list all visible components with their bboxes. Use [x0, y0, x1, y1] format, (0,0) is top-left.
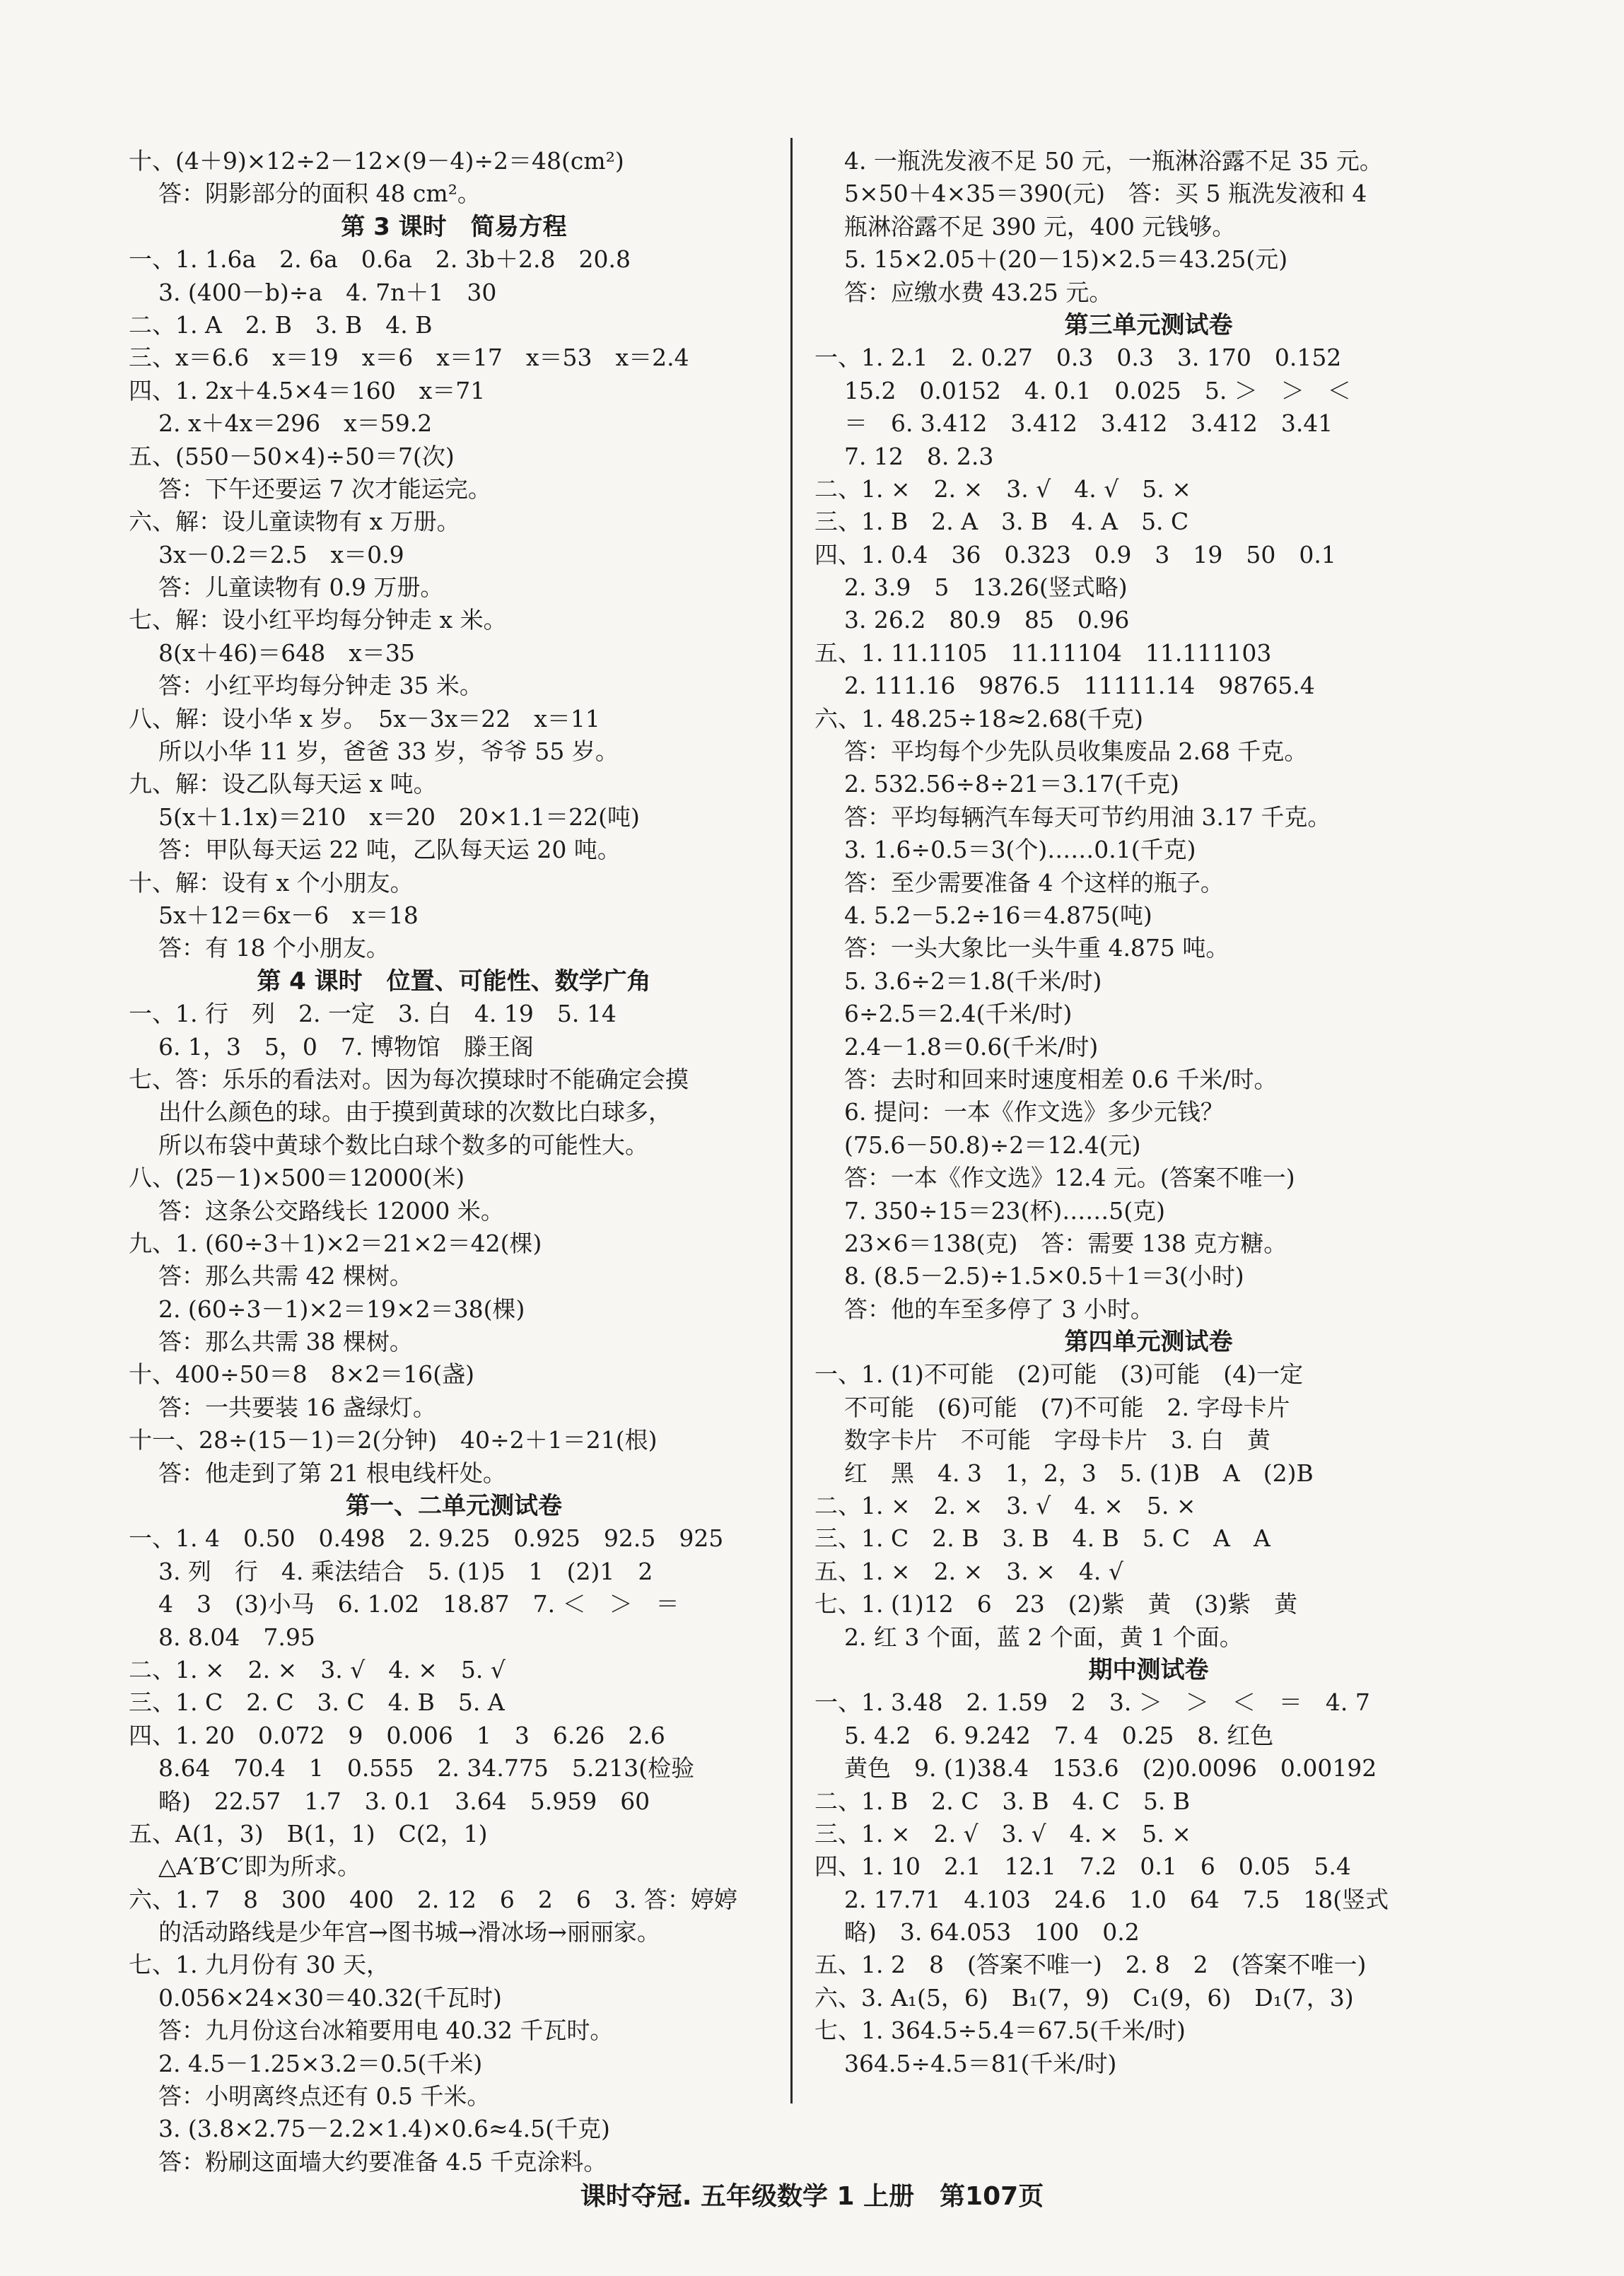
answer-line: 4. 5.2－5.2÷16＝4.875(吨) [814, 901, 1152, 929]
answer-line: 6. 1，3 5，0 7. 博物馆 滕王阁 [129, 1032, 534, 1061]
answer-line: 八、(25－1)×500＝12000(米) [129, 1164, 465, 1192]
answer-line: 7. 350÷15＝23(杯)……5(克) [814, 1196, 1166, 1225]
answer-line: 五、1. 11.1105 11.11104 11.111103 [814, 638, 1272, 667]
answer-line: 一、1. 行 列 2. 一定 3. 白 4. 19 5. 14 [129, 1000, 617, 1028]
answer-line: 5×50＋4×35＝390(元) 答：买 5 瓶洗发液和 4 [814, 180, 1367, 208]
answer-line: 六、1. 7 8 300 400 2. 12 6 2 6 3. 答：婷婷 [129, 1885, 737, 1913]
answer-line: 3. 26.2 80.9 85 0.96 [814, 606, 1130, 634]
answer-line: 五、A(1，3) B(1，1) C(2，1) [129, 1819, 488, 1848]
answer-line: 4. 一瓶洗发液不足 50 元，一瓶淋浴露不足 35 元。 [814, 147, 1383, 175]
section-heading: 第三单元测试卷 [1064, 310, 1233, 339]
answer-line: 答：那么共需 38 棵树。 [129, 1328, 413, 1356]
answer-line: 十、400÷50＝8 8×2＝16(盏) [129, 1360, 475, 1389]
answer-line: 二、1. × 2. × 3. √ 4. √ 5. × [814, 474, 1191, 503]
answer-line: 所以布袋中黄球个数比白球个数多的可能性大。 [129, 1131, 648, 1159]
answer-line: 四、1. 20 0.072 9 0.006 1 3 6.26 2.6 [129, 1721, 665, 1749]
answer-line: 一、1. 1.6a 2. 6a 0.6a 2. 3b＋2.8 20.8 [129, 245, 631, 274]
answer-line: 三、1. B 2. A 3. B 4. A 5. C [814, 508, 1189, 536]
answer-line: 二、1. × 2. × 3. √ 4. × 5. √ [129, 1655, 506, 1683]
answer-line: 红 黑 4. 3 1，2，3 5. (1)B A (2)B [814, 1459, 1314, 1487]
answer-line: 3. (400－b)÷a 4. 7n＋1 30 [129, 278, 497, 306]
answer-line: 数字卡片 不可能 字母卡片 3. 白 黄 [814, 1426, 1270, 1454]
answer-line: 0.056×24×30＝40.32(千瓦时) [129, 1983, 502, 2012]
right-column [814, 145, 1483, 2080]
answer-line: 的活动路线是少年宫→图书城→滑冰场→丽丽家。 [129, 1918, 660, 1947]
answer-line: 答：平均每辆汽车每天可节约用油 3.17 千克。 [814, 803, 1331, 831]
answer-line: 答：有 18 个小朋友。 [129, 934, 390, 962]
answer-line: 四、1. 0.4 36 0.323 0.9 3 19 50 0.1 [814, 540, 1336, 568]
answer-line: 六、1. 48.25÷18≈2.68(千克) [814, 704, 1143, 733]
answer-line: 略) 22.57 1.7 3. 0.1 3.64 5.959 60 [129, 1787, 650, 1815]
answer-line: 七、解：设小红平均每分钟走 x 米。 [129, 606, 507, 634]
answer-line: 答：小明离终点还有 0.5 千米。 [129, 2082, 491, 2111]
answer-line: 十、(4＋9)×12÷2－12×(9－4)÷2＝48(cm²) [129, 147, 624, 175]
answer-line: 答：他走到了第 21 根电线杆处。 [129, 1459, 506, 1487]
answer-line: 答：粉刷这面墙大约要准备 4.5 千克涂料。 [129, 2147, 607, 2176]
answer-line: 8.64 70.4 1 0.555 2. 34.775 5.213(检验 [129, 1754, 695, 1782]
section-heading: 第一、二单元测试卷 [346, 1492, 562, 1521]
answer-line: 答：下午还要运 7 次才能运完。 [129, 474, 491, 503]
section-heading: 第四单元测试卷 [1064, 1328, 1233, 1357]
answer-line: 2. 111.16 9876.5 11111.14 98765.4 [814, 672, 1315, 700]
answer-line: ＝ 6. 3.412 3.412 3.412 3.412 3.41 [814, 409, 1333, 438]
answer-line: 六、3. A₁(5，6) B₁(7，9) C₁(9，6) D₁(7，3) [814, 1983, 1354, 2012]
answer-line: 四、1. 10 2.1 12.1 7.2 0.1 6 0.05 5.4 [814, 1852, 1351, 1881]
answer-line: 十、解：设有 x 个小朋友。 [129, 868, 414, 897]
answer-line: 364.5÷4.5＝81(千米/时) [814, 2049, 1117, 2077]
answer-line: (75.6－50.8)÷2＝12.4(元) [814, 1131, 1141, 1159]
answer-line: 答：去时和回来时速度相差 0.6 千米/时。 [814, 1065, 1278, 1093]
answer-line: 略) 3. 64.053 100 0.2 [814, 1918, 1140, 1947]
answer-line: 三、x＝6.6 x＝19 x＝6 x＝17 x＝53 x＝2.4 [129, 344, 689, 372]
answer-line: 3x－0.2＝2.5 x＝0.9 [129, 540, 404, 568]
answer-line: 5(x＋1.1x)＝210 x＝20 20×1.1＝22(吨) [129, 803, 640, 831]
answer-line: 3. 1.6÷0.5＝3(个)……0.1(千克) [814, 836, 1196, 864]
answer-line: 2. 4.5－1.25×3.2＝0.5(千米) [129, 2049, 483, 2077]
answer-line: 五、(550－50×4)÷50＝7(次) [129, 442, 455, 470]
answer-line: 三、1. C 2. C 3. C 4. B 5. A [129, 1688, 505, 1717]
answer-line: 五、1. × 2. × 3. × 4. √ [814, 1557, 1123, 1585]
answer-line: 4 3 (3)小马 6. 1.02 18.87 7. ＜ ＞ ＝ [129, 1590, 679, 1618]
answer-line: 5. 3.6÷2＝1.8(千米/时) [814, 967, 1102, 995]
answer-line: 一、1. 3.48 2. 1.59 2 3. ＞ ＞ ＜ ＝ 4. 7 [814, 1688, 1370, 1717]
answer-line: 答：那么共需 42 棵树。 [129, 1262, 413, 1290]
answer-line: 瓶淋浴露不足 390 元，400 元钱够。 [814, 212, 1236, 240]
answer-line: 四、1. 2x＋4.5×4＝160 x＝71 [129, 376, 486, 404]
answer-line: 七、1. 364.5÷5.4＝67.5(千米/时) [814, 2017, 1186, 2045]
answer-line: 黄色 9. (1)38.4 153.6 (2)0.0096 0.00192 [814, 1754, 1377, 1782]
answer-line: 2. 3.9 5 13.26(竖式略) [814, 573, 1128, 602]
answer-line: 九、解：设乙队每天运 x 吨。 [129, 770, 437, 798]
answer-line: 九、1. (60÷3＋1)×2＝21×2＝42(棵) [129, 1229, 542, 1257]
answer-line: 8. (8.5－2.5)÷1.5×0.5＋1＝3(小时) [814, 1262, 1244, 1290]
answer-line: 七、1. 九月份有 30 天， [129, 1951, 390, 1979]
answer-line: 出什么颜色的球。由于摸到黄球的次数比白球多， [129, 1098, 672, 1126]
answer-line: 答：一共要装 16 盏绿灯。 [129, 1393, 436, 1421]
answer-line: 不可能 (6)可能 (7)不可能 2. 字母卡片 [814, 1393, 1290, 1421]
answer-line: 2. 红 3 个面，蓝 2 个面，黄 1 个面。 [814, 1623, 1243, 1651]
answer-line: 八、解：设小华 x 岁。 5x－3x＝22 x＝11 [129, 704, 600, 733]
answer-line: 答：小红平均每分钟走 35 米。 [129, 672, 483, 700]
answer-line: 答：应缴水费 43.25 元。 [814, 278, 1113, 306]
answer-line: 七、1. (1)12 6 23 (2)紫 黄 (3)紫 黄 [814, 1590, 1298, 1618]
answer-line: 二、1. B 2. C 3. B 4. C 5. B [814, 1787, 1191, 1815]
answer-line: 2. 17.71 4.103 24.6 1.0 64 7.5 18(竖式 [814, 1885, 1389, 1913]
answer-line: 答：一本《作文选》12.4 元。(答案不唯一) [814, 1164, 1295, 1192]
answer-line: 5. 4.2 6. 9.242 7. 4 0.25 8. 红色 [814, 1721, 1274, 1749]
answer-line: 2. (60÷3－1)×2＝19×2＝38(棵) [129, 1295, 525, 1323]
answer-line: 2.4－1.8＝0.6(千米/时) [814, 1032, 1099, 1061]
column-divider [790, 138, 793, 2103]
answer-line: 答：一头大象比一头牛重 4.875 吨。 [814, 934, 1229, 962]
section-heading: 第 4 课时 位置、可能性、数学广角 [257, 967, 651, 996]
left-column [129, 145, 779, 2178]
answer-line: 答：他的车至多停了 3 小时。 [814, 1295, 1154, 1323]
answer-line: 答：甲队每天运 22 吨，乙队每天运 20 吨。 [129, 836, 621, 864]
answer-line: 3. 列 行 4. 乘法结合 5. (1)5 1 (2)1 2 [129, 1557, 653, 1585]
answer-line: 5. 15×2.05＋(20－15)×2.5＝43.25(元) [814, 245, 1288, 274]
answer-line: 一、1. 4 0.50 0.498 2. 9.25 0.925 92.5 925 [129, 1524, 724, 1553]
answer-line: 7. 12 8. 2.3 [814, 442, 994, 470]
answer-line: 三、1. × 2. √ 3. √ 4. × 5. × [814, 1819, 1191, 1848]
answer-line: 答：九月份这台冰箱要用电 40.32 千瓦时。 [129, 2017, 614, 2045]
answer-line: 三、1. C 2. B 3. B 4. B 5. C A A [814, 1524, 1270, 1553]
answer-line: 答：儿童读物有 0.9 万册。 [129, 573, 444, 602]
answer-line: 2. x＋4x＝296 x＝59.2 [129, 409, 433, 438]
answer-line: 所以小华 11 岁，爸爸 33 岁，爷爷 55 岁。 [129, 737, 619, 766]
answer-line: 答：这条公交路线长 12000 米。 [129, 1196, 504, 1225]
page-footer: 课时夺冠. 五年级数学 1 上册 第107页 [580, 2182, 1044, 2211]
answer-line: 十一、28÷(15－1)＝2(分钟) 40÷2＋1＝21(根) [129, 1426, 658, 1454]
answer-line: 5x＋12＝6x－6 x＝18 [129, 901, 419, 929]
answer-line: 8(x＋46)＝648 x＝35 [129, 638, 415, 667]
section-heading: 期中测试卷 [1088, 1655, 1209, 1684]
answer-line: 五、1. 2 8 (答案不唯一) 2. 8 2 (答案不唯一) [814, 1951, 1367, 1979]
section-heading: 第 3 课时 简易方程 [341, 212, 567, 241]
answer-line: 一、1. (1)不可能 (2)可能 (3)可能 (4)一定 [814, 1360, 1303, 1389]
answer-line: △A′B′C′即为所求。 [129, 1852, 361, 1881]
answer-line: 8. 8.04 7.95 [129, 1623, 315, 1651]
answer-line: 二、1. × 2. × 3. √ 4. × 5. × [814, 1492, 1196, 1520]
answer-line: 二、1. A 2. B 3. B 4. B [129, 310, 433, 339]
answer-line: 6÷2.5＝2.4(千米/时) [814, 1000, 1073, 1028]
answer-line: 23×6＝138(克) 答：需要 138 克方糖。 [814, 1229, 1287, 1257]
answer-line: 6. 提问：一本《作文选》多少元钱？ [814, 1098, 1224, 1126]
answer-line: 答：阴影部分的面积 48 cm²。 [129, 180, 481, 208]
answer-line: 七、答：乐乐的看法对。因为每次摸球时不能确定会摸 [129, 1065, 689, 1093]
answer-line: 答：至少需要准备 4 个这样的瓶子。 [814, 868, 1224, 897]
answer-line: 答：平均每个少先队员收集废品 2.68 千克。 [814, 737, 1308, 766]
answer-line: 2. 532.56÷8÷21＝3.17(千克) [814, 770, 1179, 798]
answer-line: 3. (3.8×2.75－2.2×1.4)×0.6≈4.5(千克) [129, 2115, 610, 2143]
answer-line: 六、解：设儿童读物有 x 万册。 [129, 508, 460, 536]
answer-line: 一、1. 2.1 2. 0.27 0.3 0.3 3. 170 0.152 [814, 344, 1342, 372]
answer-line: 15.2 0.0152 4. 0.1 0.025 5. ＞ ＞ ＜ [814, 376, 1351, 404]
